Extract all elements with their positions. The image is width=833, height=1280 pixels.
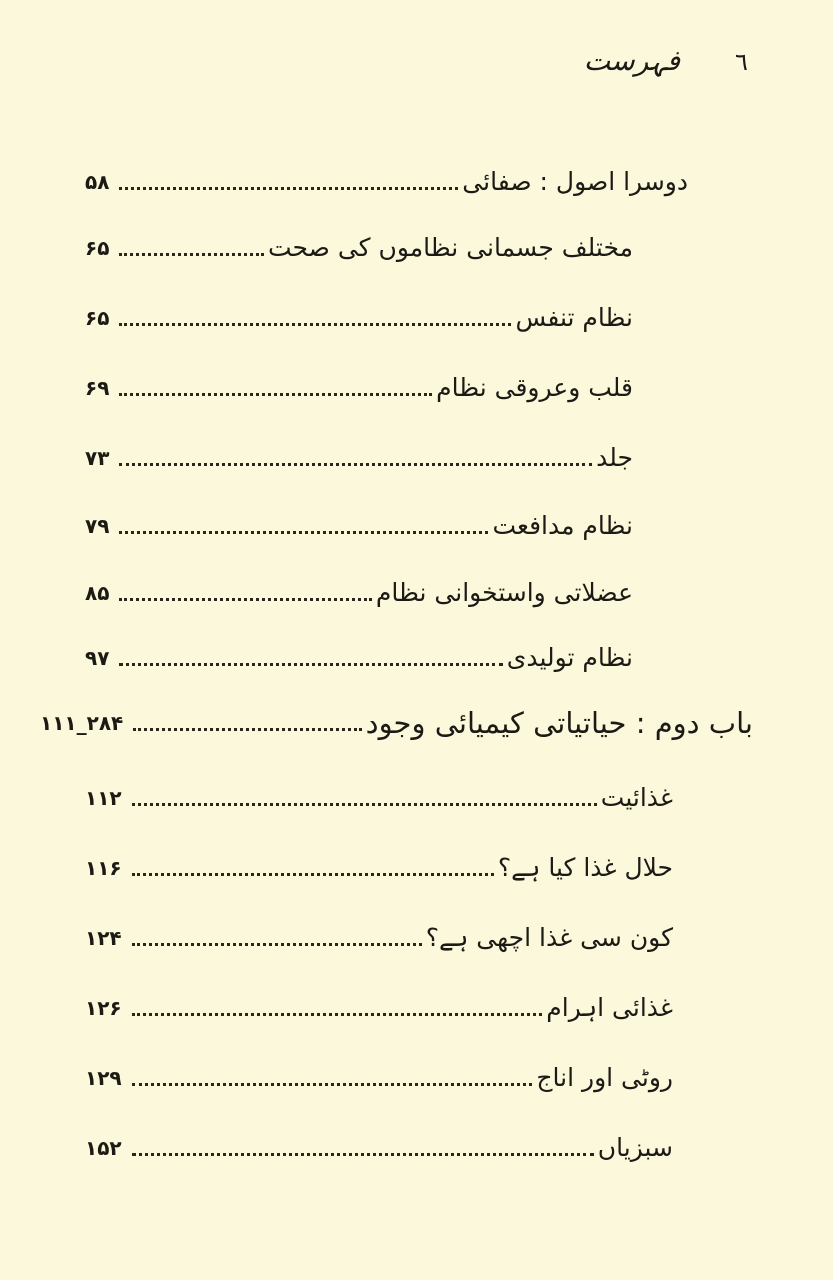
toc-entry — [85, 294, 633, 338]
toc-entry — [85, 634, 633, 678]
toc-entry — [85, 1054, 673, 1098]
toc-entry-title: سبزیاں — [597, 1133, 673, 1162]
toc-entry-title: نظام تولیدی — [506, 643, 633, 672]
dot-leader — [119, 253, 264, 256]
toc-entry-page: ۶۵ — [85, 236, 110, 260]
toc-entry-title: قلب وعروقی نظام — [436, 373, 633, 402]
toc-entry — [85, 158, 688, 202]
toc-entry-page: ۱۲۶ — [85, 996, 122, 1020]
dot-leader — [119, 393, 432, 396]
toc-entry-page: ۵۸ — [85, 170, 110, 194]
toc-entry-title: غذائیت — [600, 783, 673, 812]
toc-entry — [85, 914, 673, 958]
toc-entry-page: ۱۱۶ — [85, 856, 122, 880]
toc-entry-page: ۷۹ — [85, 514, 110, 538]
toc-entry — [85, 224, 633, 268]
dot-leader — [119, 323, 511, 326]
dot-leader — [119, 531, 488, 534]
toc-entry — [85, 502, 633, 546]
toc-entry-title: حلال غذا کیا ہے؟ — [497, 853, 673, 882]
toc-entry-page: ۱۱۲ — [85, 786, 122, 810]
dot-leader — [119, 187, 458, 190]
dot-leader — [119, 463, 592, 466]
dot-leader — [119, 598, 372, 601]
page-title: فہرست — [583, 44, 680, 77]
toc-entry — [85, 984, 673, 1028]
toc-entry-page: ۸۵ — [85, 581, 110, 605]
toc-entry-title: نظام تنفس — [515, 303, 633, 332]
toc-entry-page: ۱۲۹ — [85, 1066, 122, 1090]
toc-entry-page: ۱۵۲ — [85, 1136, 122, 1160]
toc-entry-page: ۷۳ — [85, 446, 110, 470]
toc-entry — [85, 1124, 673, 1168]
toc-entry-page: ۶۵ — [85, 306, 110, 330]
toc-entry-title: عضلاتی واستخوانی نظام — [375, 578, 633, 607]
dot-leader — [132, 803, 597, 806]
toc-entry-page: ۱۲۴ — [85, 926, 122, 950]
dot-leader — [133, 728, 361, 731]
toc-entry-title: جلد — [596, 443, 633, 472]
toc-entry — [85, 434, 633, 478]
toc-chapter-entry — [40, 699, 753, 743]
toc-entry-title: روٹی اور اناج — [536, 1063, 673, 1092]
dot-leader — [132, 1083, 533, 1086]
toc-entry-title: کون سی غذا اچھی ہے؟ — [425, 923, 673, 952]
toc-entry-page: ۹۷ — [85, 646, 110, 670]
toc-chapter-title: باب دوم : حیاتیاتی کیمیائی وجود — [365, 706, 753, 740]
toc-entry-title: مختلف جسمانی نظاموں کی صحت — [267, 233, 633, 262]
dot-leader — [119, 663, 502, 666]
toc-entry-title: غذائی اہرام — [546, 993, 673, 1022]
page-number: ٦ — [735, 48, 748, 76]
dot-leader — [132, 873, 494, 876]
toc-entry — [85, 844, 673, 888]
toc-entry — [85, 364, 633, 408]
toc-entry-title: نظام مدافعت — [492, 511, 633, 540]
dot-leader — [132, 1153, 594, 1156]
dot-leader — [132, 1013, 543, 1016]
toc-chapter-pages: ۱۱۱_۲۸۴ — [40, 711, 124, 735]
toc-entry — [85, 774, 673, 818]
toc-entry — [85, 569, 633, 613]
toc-entry-title: دوسرا اصول : صفائی — [462, 167, 688, 196]
toc-entry-page: ۶۹ — [85, 376, 110, 400]
dot-leader — [132, 943, 422, 946]
